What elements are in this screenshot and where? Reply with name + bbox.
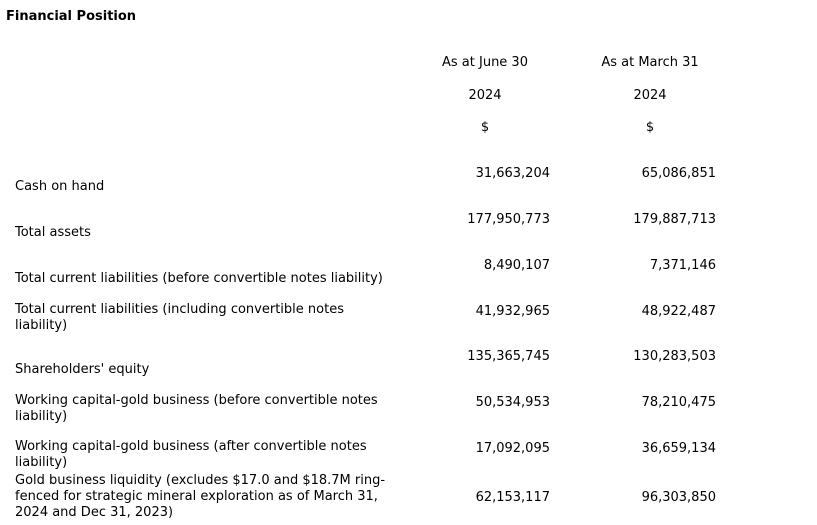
row-label-gold-business-liquidity: Gold business liquidity (excludes $17.0 and $18.7M ring-fenced for strategic mineral exploration as of March 31, 2024 and Dec 31, 2023): [15, 473, 386, 520]
row-value-wc-before-march: 78,210,475: [641, 395, 716, 410]
col-header-march-currency: $: [645, 120, 655, 135]
row-value-wc-after-march: 36,659,134: [641, 441, 716, 456]
page-title: Financial Position: [6, 9, 137, 24]
row-value-liab-incl-march: 48,922,487: [641, 304, 716, 319]
row-label-current-liabilities-including: Total current liabilities (including convertible notes liability): [15, 302, 344, 333]
row-label-cash-on-hand: Cash on hand: [15, 179, 105, 194]
row-value-liab-incl-june: 41,932,965: [475, 304, 550, 319]
col-header-june-currency: $: [480, 120, 490, 135]
row-value-assets-march: 179,887,713: [633, 212, 716, 227]
row-label-shareholders-equity: Shareholders' equity: [15, 362, 150, 377]
row-label-total-assets: Total assets: [15, 225, 91, 240]
row-value-wc-after-june: 17,092,095: [475, 441, 550, 456]
row-value-liquidity-june: 62,153,117: [475, 490, 550, 505]
col-header-march-year: 2024: [633, 88, 667, 103]
row-label-working-capital-after: Working capital-gold business (after convertible notes liability): [15, 439, 367, 470]
row-value-cash-march: 65,086,851: [641, 166, 716, 181]
row-value-liquidity-march: 96,303,850: [641, 490, 716, 505]
row-value-liab-before-march: 7,371,146: [649, 258, 716, 273]
row-value-wc-before-june: 50,534,953: [475, 395, 550, 410]
col-header-june-year: 2024: [468, 88, 502, 103]
row-label-current-liabilities-before: Total current liabilities (before convertible notes liability): [15, 271, 383, 286]
row-value-cash-june: 31,663,204: [475, 166, 550, 181]
col-header-march-label: As at March 31: [601, 55, 699, 70]
row-value-equity-june: 135,365,745: [467, 349, 550, 364]
row-value-assets-june: 177,950,773: [467, 212, 550, 227]
col-header-june-label: As at June 30: [442, 55, 528, 70]
row-value-liab-before-june: 8,490,107: [483, 258, 550, 273]
row-label-working-capital-before: Working capital-gold business (before convertible notes liability): [15, 393, 378, 424]
row-value-equity-march: 130,283,503: [633, 349, 716, 364]
